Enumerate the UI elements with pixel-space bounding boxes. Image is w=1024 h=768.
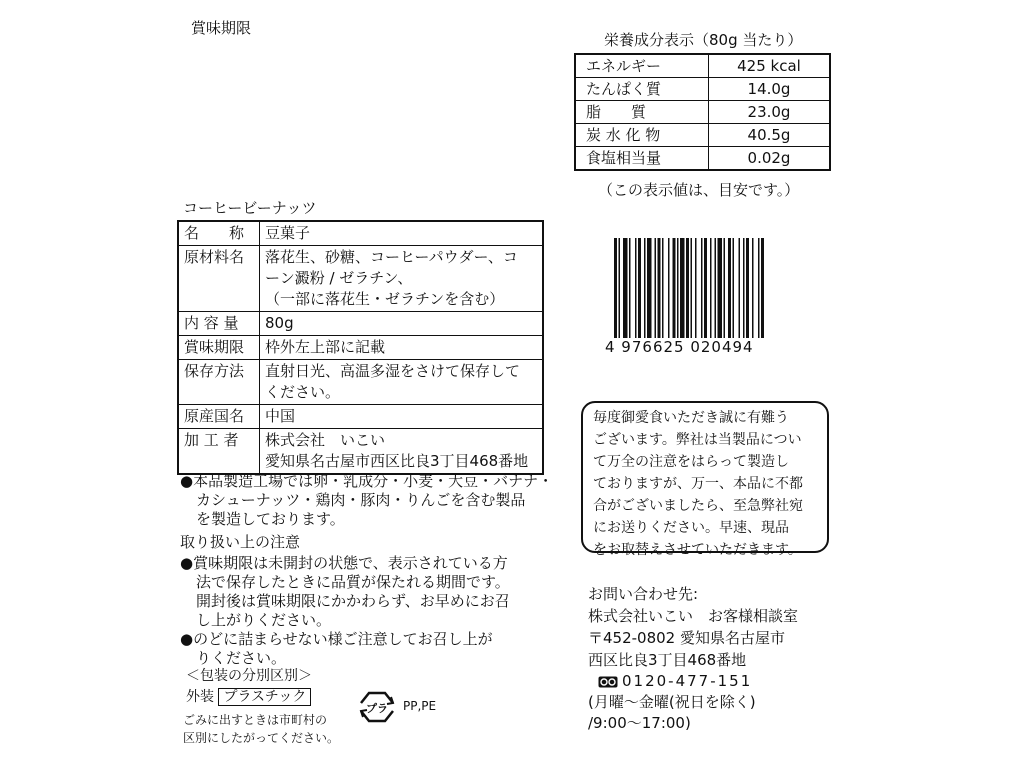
- info-row: [178, 360, 543, 405]
- barcode-bar: [728, 238, 731, 338]
- nutrition-label: 脂 質: [575, 101, 709, 124]
- nutrition-row: [575, 54, 830, 78]
- barcode-digits: 4 976625 020494: [605, 338, 754, 356]
- packaging-note: ごみに出すときは市町村の: [183, 713, 328, 727]
- info-value: 落花生、砂糖、コーヒーパウダー、コ ーン澱粉 / ゼラチン、 （一部に落花生・ゼラチンを含む）: [260, 246, 544, 312]
- packaging-outer-material: プラスチック: [218, 688, 311, 706]
- info-label: 原産国名: [178, 405, 260, 429]
- allergen-note-line: カシューナッツ・鶏肉・豚肉・りんごを含む製品: [196, 491, 526, 509]
- barcode-bar: [619, 238, 621, 338]
- info-value: 80g: [260, 312, 544, 336]
- handling-line: 開封後は賞味期限にかかわらず、お早めにお召: [196, 592, 510, 610]
- barcode-bar: [655, 238, 657, 338]
- barcode-bar: [746, 238, 749, 338]
- apology-line: をお取替えさせていただきます。: [593, 542, 802, 558]
- barcode-bar: [680, 238, 685, 338]
- nutrition-label: 食塩相当量: [575, 147, 709, 171]
- info-label: 賞味期限: [178, 336, 260, 360]
- nutrition-row: [575, 124, 830, 147]
- nutrition-label: 炭 水 化 物: [575, 124, 709, 147]
- barcode-bar: [715, 238, 717, 338]
- handling-line: りください。: [196, 649, 287, 667]
- nutrition-note: （この表示値は、目安です。）: [598, 181, 800, 199]
- info-value: 中国: [260, 405, 544, 429]
- contact-phone: 0120-477-151: [622, 672, 753, 690]
- barcode-bar: [635, 238, 637, 338]
- handling-line: ●賞味期限は未開封の状態で、表示されている方: [180, 554, 508, 572]
- apology-line: ておりますが、万一、本品に不都: [593, 476, 803, 492]
- apology-box: [581, 401, 829, 558]
- contact-address: 西区比良3丁目468番地: [588, 651, 747, 669]
- apology-line: 合がございましたら、至急弊社宛: [593, 498, 803, 514]
- barcode-bar: [718, 238, 723, 338]
- info-row: [178, 312, 543, 336]
- recycle-material: PP,PE: [403, 699, 437, 713]
- info-row: [178, 336, 543, 360]
- info-value: 直射日光、高温多湿をさけて保存して ください。: [260, 360, 544, 405]
- plastic-recycle-icon: [355, 685, 399, 729]
- handling-line: し上がりください。: [196, 611, 332, 629]
- info-value: 枠外左上部に記載: [260, 336, 544, 360]
- info-label: 原材料名: [178, 246, 260, 312]
- packaging-title: ＜包装の分別区別＞: [186, 668, 312, 684]
- handling-line: 法で保存したときに品質が保たれる期間です。: [196, 573, 510, 591]
- contact-hours: (月曜～金曜(祝日を除く): [588, 693, 756, 711]
- barcode-bar: [638, 238, 641, 338]
- product-info-table: [177, 220, 544, 475]
- barcode-bar: [752, 238, 754, 338]
- nutrition-value: 14.0g: [709, 78, 831, 101]
- barcode-bar: [644, 238, 646, 338]
- nutrition-value: 23.0g: [709, 101, 831, 124]
- info-label: 内 容 量: [178, 312, 260, 336]
- barcode-bar: [739, 238, 741, 338]
- handling-line: ●のどに詰まらせない様ご注意してお召し上が: [180, 630, 493, 648]
- nutrition-value: 0.02g: [709, 147, 831, 171]
- barcode-bar: [724, 238, 726, 338]
- nutrition-title: 栄養成分表示（80g 当たり）: [604, 31, 803, 49]
- nutrition-table: [574, 53, 831, 171]
- barcode-bar: [673, 238, 676, 338]
- contact-address: 〒452-0802 愛知県名古屋市: [588, 629, 785, 647]
- barcode-bar: [662, 238, 664, 338]
- handling-title: 取り扱い上の注意: [180, 533, 301, 551]
- expiry-label: 賞味期限: [191, 19, 252, 37]
- barcode-bar: [658, 238, 661, 338]
- packaging-outer: [186, 688, 311, 707]
- barcode-bar: [686, 238, 689, 338]
- barcode-bar: [614, 238, 617, 338]
- barcode-bar: [695, 238, 697, 338]
- barcode-bar: [629, 238, 631, 338]
- barcode-bar: [677, 238, 679, 338]
- apology-line: にお送りください。早速、現品: [593, 520, 789, 536]
- barcode-bar: [623, 238, 628, 338]
- recycle-mark-text: プラ: [366, 702, 388, 715]
- nutrition-value: 425 kcal: [709, 54, 831, 78]
- nutrition-label: たんぱく質: [575, 78, 709, 101]
- info-value: 株式会社 いこい 愛知県名古屋市西区比良3丁目468番地: [260, 429, 544, 475]
- barcode-bar: [668, 238, 670, 338]
- barcode-bar: [710, 238, 712, 338]
- allergen-note-line: ●本品製造工場では卵・乳成分・小麦・大豆・バナナ・: [180, 472, 554, 490]
- freedial-icon: [598, 676, 618, 688]
- contact-company: 株式会社いこい お客様相談室: [588, 607, 799, 625]
- contact-hours: /9:00～17:00): [588, 714, 691, 732]
- barcode-bar: [761, 238, 764, 338]
- nutrition-row: [575, 78, 830, 101]
- info-row: [178, 221, 543, 246]
- nutrition-label: エネルギー: [575, 54, 709, 78]
- info-label: 名 称: [178, 221, 260, 246]
- nutrition-value: 40.5g: [709, 124, 831, 147]
- apology-line: ございます。弊社は当製品につい: [593, 432, 802, 448]
- barcode-bar: [704, 238, 707, 338]
- barcode: [614, 238, 810, 338]
- packaging-outer-label: 外装: [186, 689, 214, 705]
- barcode-bar: [691, 238, 693, 338]
- nutrition-row: [575, 147, 830, 171]
- packaging-note: 区別にしたがってください。: [183, 731, 340, 745]
- info-label: 加 工 者: [178, 429, 260, 475]
- info-value: 豆菓子: [260, 221, 544, 246]
- info-label: 保存方法: [178, 360, 260, 405]
- info-row: [178, 246, 543, 312]
- info-row: [178, 405, 543, 429]
- barcode-bar: [733, 238, 735, 338]
- barcode-bar: [758, 238, 760, 338]
- contact-title: お問い合わせ先:: [588, 585, 699, 603]
- barcode-bar: [647, 238, 652, 338]
- apology-line: 毎度御愛食いただき誠に有難う: [593, 410, 789, 426]
- barcode-bar: [701, 238, 703, 338]
- nutrition-row: [575, 101, 830, 124]
- allergen-note-line: を製造しております。: [196, 510, 345, 528]
- barcode-bar: [743, 238, 745, 338]
- product-name: コーヒービーナッツ: [183, 199, 317, 217]
- apology-line: て万全の注意をはらって製造し: [593, 454, 789, 470]
- info-row: [178, 429, 543, 475]
- contact-phone-line: [598, 671, 752, 691]
